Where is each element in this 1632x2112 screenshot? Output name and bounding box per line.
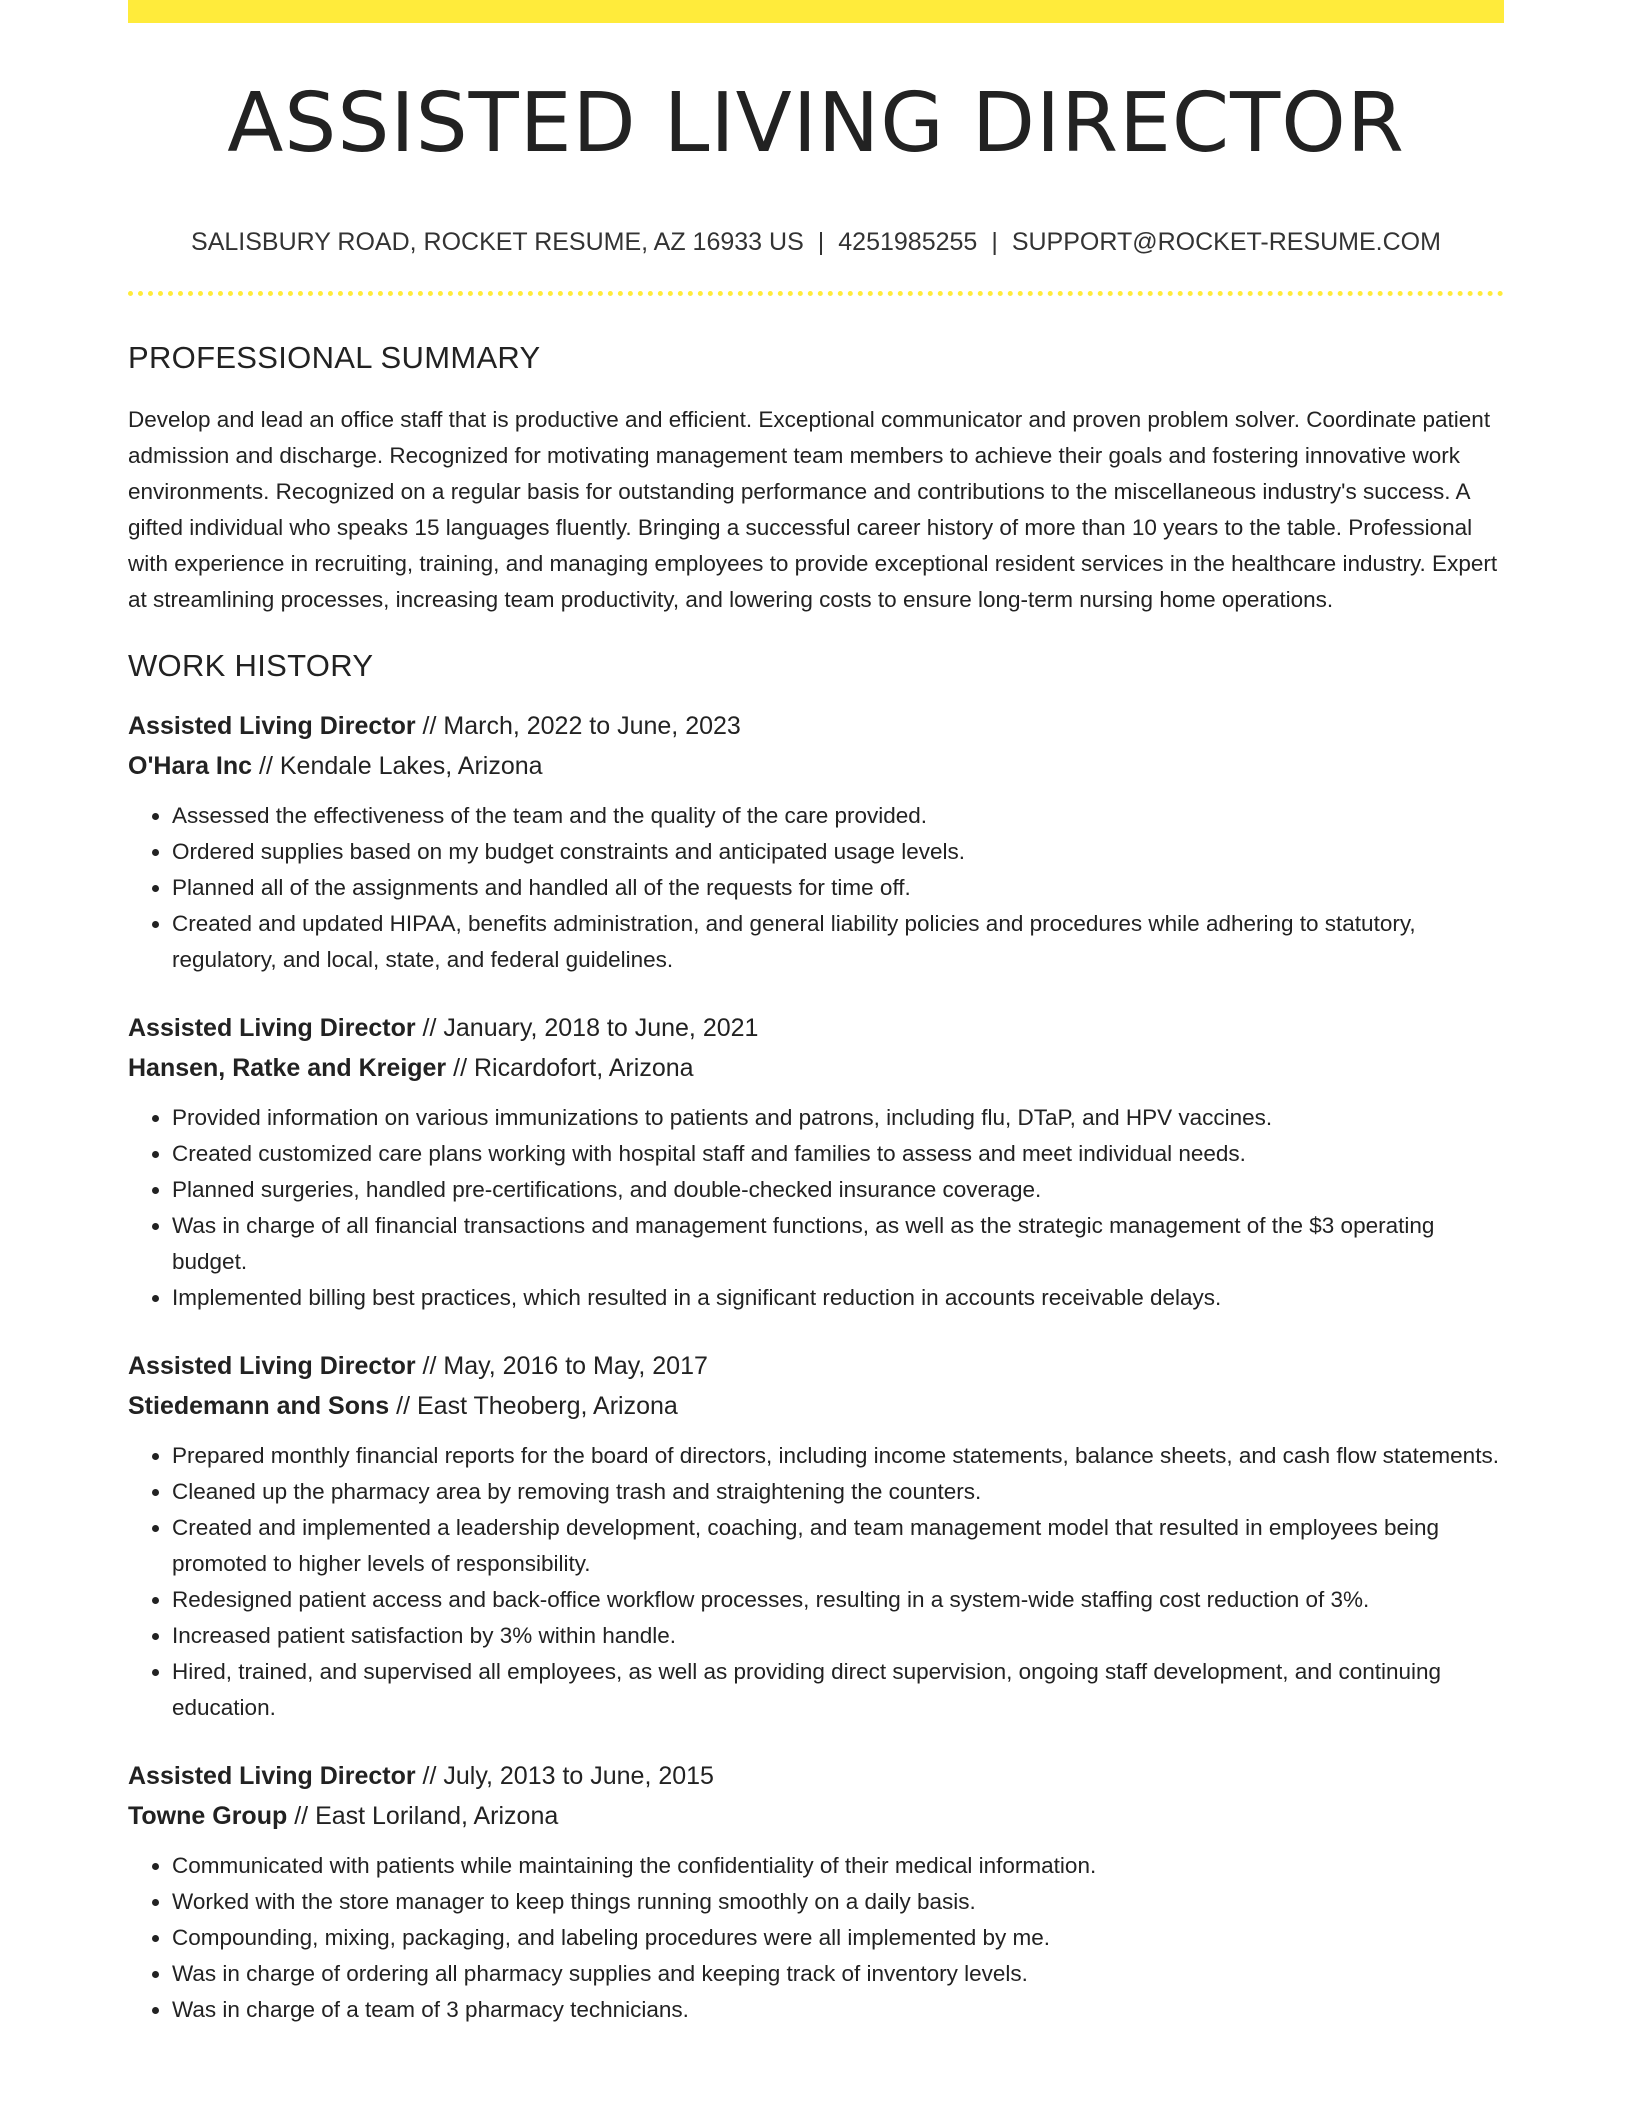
job-divider: // [422,712,437,740]
job-company-line [128,746,1504,786]
work-history-section-title: WORK HISTORY [128,648,374,683]
job-company-line [128,1796,1504,1836]
job-title-line [128,706,1504,746]
job-role: Assisted Living Director [128,1762,416,1790]
job-title-line [128,1008,1504,1048]
contact-separator: | [991,228,998,256]
job-bullet-list [128,1100,1504,1316]
contact-address: SALISBURY ROAD, ROCKET RESUME, AZ 16933 US [191,228,804,256]
job-divider: // [259,752,273,780]
job-location: Kendale Lakes, Arizona [279,752,543,780]
job-bullet-item: • Cleaned up the pharmacy area by removing trash and straightening the counters. [172,1474,1504,1510]
job-bullet-item: • Increased patient satisfaction by 3% within handle. [172,1618,1504,1654]
job-bullet-item: • Hired, trained, and supervised all employees, as well as providing direct supervision, ongoing staff development, and continuing education. [172,1654,1504,1726]
job-bullet-item: • Assessed the effectiveness of the team and the quality of the care provided. [172,798,1504,834]
job-company: O'Hara Inc [128,752,253,780]
job-dates: March, 2022 to June, 2023 [443,712,741,740]
job-divider: // [422,1762,437,1790]
work-history-list [128,706,1504,2028]
resume-page [128,0,1504,2028]
job-entry [128,1756,1504,2028]
contact-separator: | [817,228,825,256]
accent-top-bar [128,0,1504,23]
job-dates: July, 2013 to June, 2015 [443,1762,714,1790]
job-bullet-item: • Prepared monthly financial reports for the board of directors, including income statements, balance sheets, and cash flow statements. [172,1438,1504,1474]
job-bullet-item: • Created and implemented a leadership development, coaching, and team management model that resulted in employees being promoted to higher levels of responsibility. [172,1510,1504,1582]
job-divider: // [422,1014,437,1042]
summary-section-title: PROFESSIONAL SUMMARY [128,340,541,375]
job-bullet-list [128,798,1504,978]
job-bullet-item: • Created customized care plans working with hospital staff and families to assess and meet individual needs. [172,1136,1504,1172]
job-location: East Loriland, Arizona [315,1802,559,1830]
job-entry [128,706,1504,978]
job-company-line [128,1386,1504,1426]
job-bullet-list [128,1848,1504,2028]
job-dates: January, 2018 to June, 2021 [443,1014,759,1042]
job-bullet-item: • Was in charge of all financial transactions and management functions, as well as the strategic management of the $3 operating budget. [172,1208,1504,1280]
job-bullet-item: • Provided information on various immunizations to patients and patrons, including flu, DTaP, and HPV vaccines. [172,1100,1504,1136]
job-role: Assisted Living Director [128,712,416,740]
contact-line [128,227,1504,257]
job-bullet-item: • Was in charge of a team of 3 pharmacy technicians. [172,1992,1504,2028]
job-role: Assisted Living Director [128,1352,416,1380]
job-company: Stiedemann and Sons [128,1392,390,1420]
job-entry [128,1346,1504,1726]
job-bullet-list [128,1438,1504,1726]
job-location: East Theoberg, Arizona [416,1392,678,1420]
job-title-line [128,1756,1504,1796]
contact-phone: 4251985255 [838,228,978,256]
job-title-line [128,1346,1504,1386]
job-divider: // [294,1802,309,1830]
job-company-line [128,1048,1504,1088]
dotted-divider [128,291,1504,296]
job-bullet-item: • Created and updated HIPAA, benefits administration, and general liability policies and procedures while adhering to statutory, regulatory, and local, state, and federal guidelines. [172,906,1504,978]
job-bullet-item: • Ordered supplies based on my budget constraints and anticipated usage levels. [172,834,1504,870]
job-bullet-item: • Implemented billing best practices, which resulted in a significant reduction in accounts receivable delays. [172,1280,1504,1316]
summary-paragraph: Develop and lead an office staff that is productive and efficient. Exceptional communicator and proven problem solver. Coordinate patient admission and discharge. Recognized for motivating management team members to achieve their goals and fostering innovative work environments. Recognized on a regular basis for outstanding performance and contributions to the miscellaneous industry's success. A gifted individual who speaks 15 languages fluently. Bringing a successful career history of more than 10 years to the table. Professional with experience in recruiting, training, and managing employees to provide exceptional resident services in the healthcare industry. Expert at streamlining processes, increasing team productivity, and lowering costs to ensure long-term nursing home operations. [128,407,1498,612]
job-bullet-item: • Communicated with patients while maintaining the confidentiality of their medical information. [172,1848,1504,1884]
job-bullet-item: • Redesigned patient access and back-office workflow processes, resulting in a system-wide staffing cost reduction of 3%. [172,1582,1504,1618]
job-location: Ricardofort, Arizona [473,1054,694,1082]
job-divider: // [453,1054,468,1082]
job-bullet-item: • Compounding, mixing, packaging, and labeling procedures were all implemented by me. [172,1920,1504,1956]
job-dates: May, 2016 to May, 2017 [443,1352,708,1380]
job-divider: // [396,1392,411,1420]
job-company: Hansen, Ratke and Kreiger [128,1054,447,1082]
job-entry [128,1008,1504,1316]
contact-email: SUPPORT@ROCKET-RESUME.COM [1011,228,1441,256]
job-company: Towne Group [128,1802,288,1830]
job-role: Assisted Living Director [128,1014,416,1042]
job-bullet-item: • Planned surgeries, handled pre-certifications, and double-checked insurance coverage. [172,1172,1504,1208]
job-bullet-item: • Worked with the store manager to keep things running smoothly on a daily basis. [172,1884,1504,1920]
job-bullet-item: • Planned all of the assignments and handled all of the requests for time off. [172,870,1504,906]
resume-name-heading: ASSISTED LIVING DIRECTOR [227,76,1405,171]
job-bullet-item: • Was in charge of ordering all pharmacy supplies and keeping track of inventory levels. [172,1956,1504,1992]
job-divider: // [422,1352,437,1380]
